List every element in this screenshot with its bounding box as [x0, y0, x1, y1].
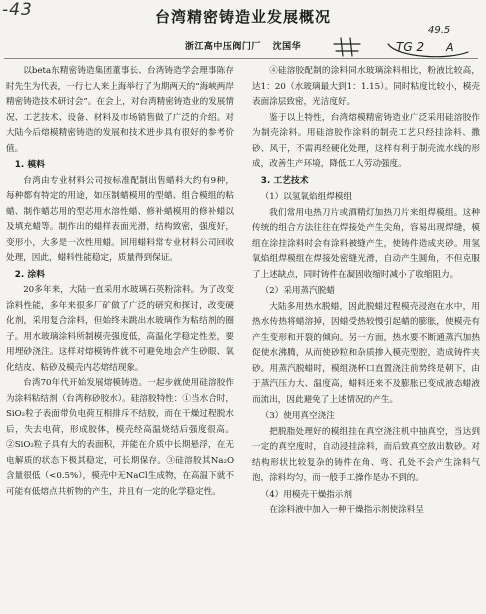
section-heading-wax: 1. 模料	[14, 160, 45, 170]
header-rule	[4, 58, 478, 59]
article-title: 台湾精密铸造业发展概况	[154, 8, 331, 26]
subsection-body-welding: 我们常用电热刀片或酒精灯加热刀片来组焊模组。这种传统的组合方法往往在焊接处产生尖角，容易出现焊缝，模组在涂挂涂料时会有涂料被缝产生，使铸件造成夹砂。用氢氧焰组焊模组在焊接处密缝光滑，自动产生圆角，不但克服了上述缺点，同时铸件在凝固收缩时减小了收缩阻力。	[252, 207, 480, 280]
section-body-coating: 20多年来，大陆一直采用水玻璃石英粉涂料。为了改变涂料性能，多年来很多厂矿做了广泛的研究和探讨，改变硬化剂，采用复合涂料，但始终未跳出水玻璃作为粘结剂的圈子。用水玻璃涂料所制模壳强度低，高温化学稳定性差，要用埋砂浇注。这样对熔模铸件就不可避免地会产生砂眼、氧化结皮、粘砂及模壳内芯熔结现象。	[6, 285, 234, 373]
handwritten-note-class: TG 2	[396, 40, 425, 54]
author-name: 沈国华	[272, 42, 302, 52]
subsection-heading-dewax: （2）采用蒸汽脱蜡	[260, 286, 335, 296]
subsection-heading-welding: （1）以氢氧焰组焊模组	[260, 192, 352, 202]
paragraph-coating-ratio: ④硅溶胶配制的涂料同水玻璃涂料相比，粉液比较高，达1：20（水玻璃最大到1：1.15）。同时粘度比较小，模壳表面涂层致密，光洁度好。	[252, 66, 480, 107]
subsection-body-dewax: 大陆多用热水脱蜡，因此脱蜡过程模壳浸泡在水中，用热水传热将蜡溶掉，因蜡受热较慢引起蜡的膨胀，使模壳有产生变形和开裂的倾向。另一方面，热水要不断通蒸汽加热促使水沸腾，从而使砂粒和杂质掺入模壳型腔，造成铸件夹砂。用蒸汽脱蜡时，模组浇杯口直置浇注前势终是朝下，由于蒸汽压力大、温度高，蜡料还来不及膨胀已变成液态蜡液而流出，因此避免了上述情况的产生。	[252, 301, 480, 405]
subsection-body-indicator: 在涂料液中加入一种干燥指示剂使涂料呈	[269, 505, 424, 515]
paragraph-silica-sol: 鉴于以上特性，台湾熔模精密铸造业广泛采用硅溶胶作为制壳涂料。用硅溶胶作涂料的制壳工艺只经挂涂料、撒砂、风干，不需再经硬化处理，这样有利于制壳流水线的形成，改善生产环境，降低工人劳动强度。	[252, 112, 480, 169]
author-line	[0, 39, 486, 52]
article-body	[6, 64, 480, 612]
subsection-heading-indicator: （4）用模壳干燥指示剂	[260, 489, 352, 500]
handwritten-code: -43	[2, 0, 33, 20]
section-body-wax: 台湾由专业材料公司按标准配制出售蜡料大约有9种，每种都有特定的用途，如压制蜡模用的型蜡、组合模组的粘蜡、制作蜡芯用的型芯用水溶性蜡、修补蜡模用的修补蜡以及填充蜡等。制作出的蜡样表面光滑，结构致密，强度好，变形小，大多是一次性用蜡。回用蜡料常专业材料公司回收处理，因此，蜡料性能稳定，质量得到保证。	[6, 175, 234, 263]
subsection-heading-vacuum: （3）使用真空浇注	[260, 411, 335, 421]
left-column	[6, 64, 234, 612]
intro-paragraph: 以beta东精密铸造集团董事长、台湾铸造学会理事陈存时先生为代表，一行七人来上海举行了为期两天的“海峡两岸精密铸造技术研讨会”。在会上，对台湾精密铸造业的发展情况、工艺技术、设备、材料及市场销售做了广泛的介绍。对大陆今后熔模精密铸造的发展和技术进步具有很好的参考价值。	[6, 66, 234, 154]
section-heading-coating: 2. 涂料	[14, 269, 45, 280]
section-heading-process: 3. 工艺技术	[260, 175, 309, 186]
handwritten-note-letter: A	[446, 41, 454, 54]
subsection-body-vacuum: 把脱脂处理好的模组挂在真空浇注机中抽真空，当达到一定的真空度时，自动浸挂涂料，而后致真空放出数砂。对结构形状比较复杂的铸件在角、弯、孔处不会产生涂料气泡，涂料均匀，而一般手工操作是办不到的。	[252, 426, 480, 483]
author-affiliation: 浙江高中压阀门厂	[184, 42, 261, 52]
handwritten-note-number: 49.5	[428, 25, 451, 36]
right-column	[252, 64, 480, 612]
section-body-coating-2: 台湾70年代开始发展熔模铸造。一起步就使用硅溶胶作为涂料粘结剂（台湾称砂胶水）。硅溶胶特性：①当水合时，SiO₂粒子表面带负电荷互相排斥不结胶，而在干燥过程脱水后，失去电荷，形成胶体，模壳经高温烧结后强度很高。②SiO₂粒子具有大的表面积，并能在介质中长期悬浮，在无电解质的状态下极其稳定，可长期保存。③硅溶胶其Na₂O含量很低（<0.5%），模壳中无NaCl生成物，在高温下就不可能有低熔点共析物的产生，并且有一定的化学稳定性。	[6, 378, 234, 497]
